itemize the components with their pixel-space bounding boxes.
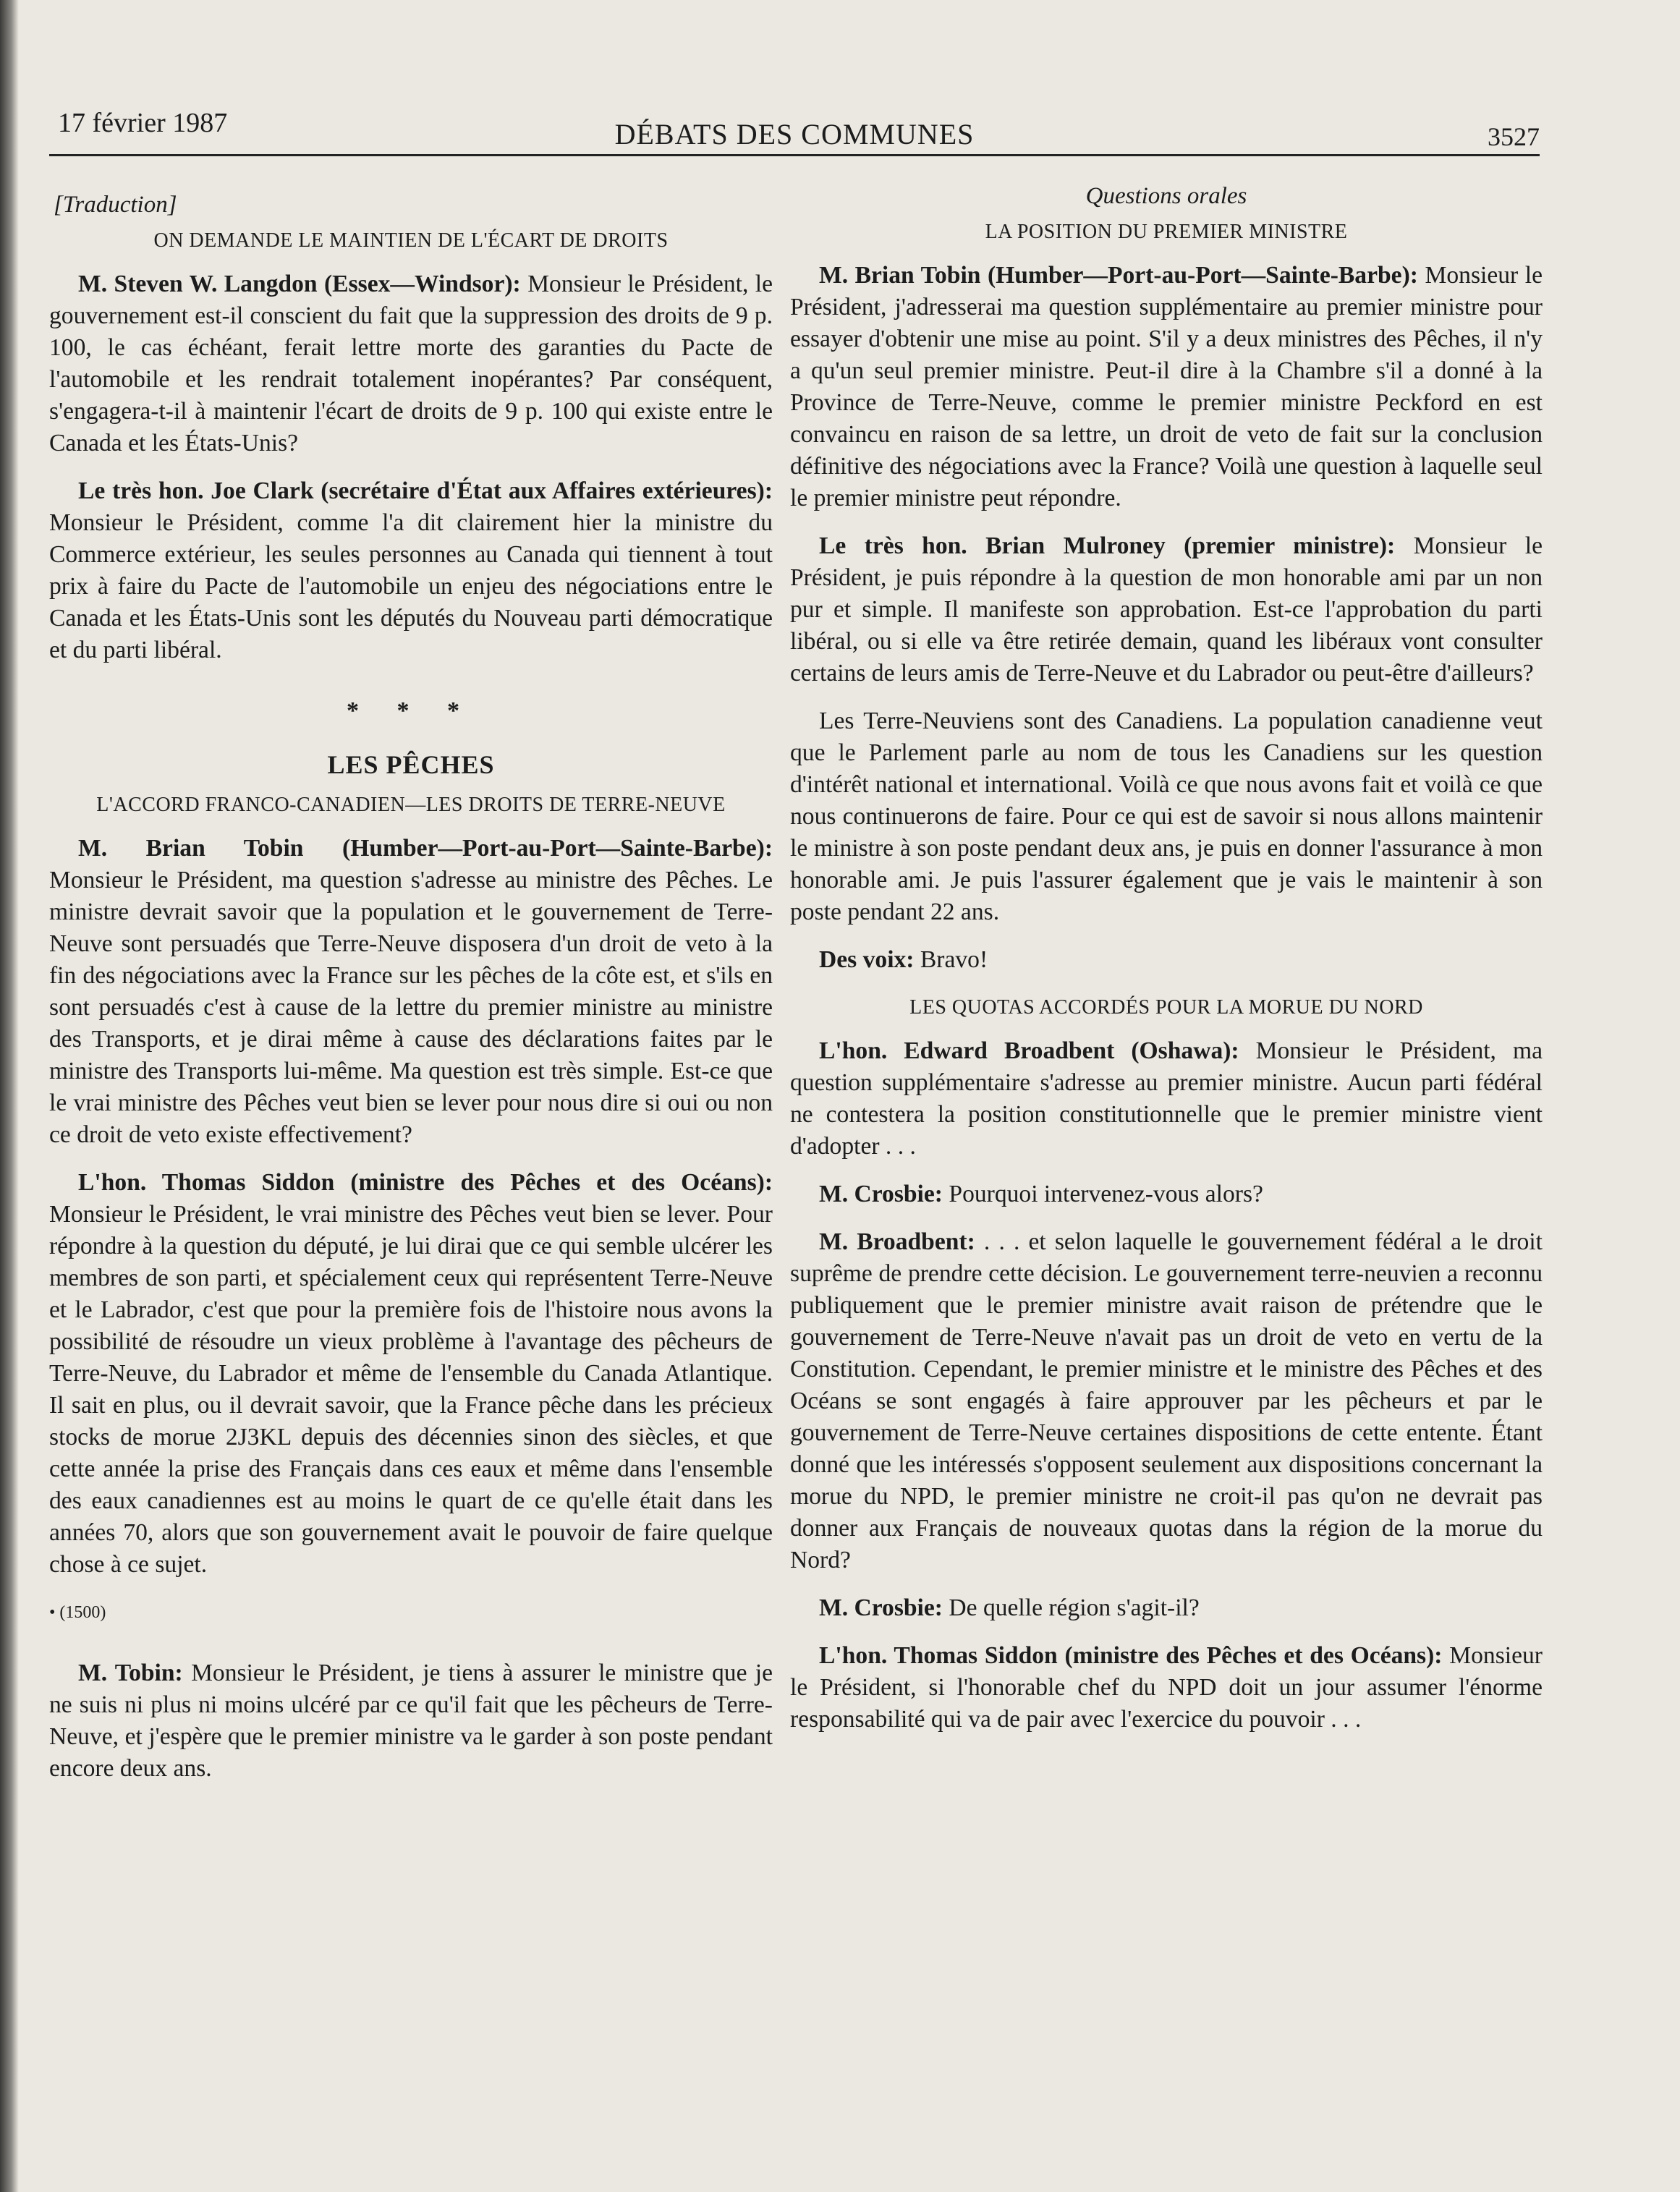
speaker: M. Crosbie:	[819, 1181, 943, 1207]
paragraph	[790, 530, 1543, 689]
paragraph	[49, 475, 773, 666]
speaker: M. Brian Tobin (Humber—Port-au-Port—Sainte-Barbe):	[78, 835, 773, 862]
header-title: DÉBATS DES COMMUNES	[614, 118, 975, 150]
oral-questions-heading: Questions orales	[1085, 183, 1247, 209]
speech-text: Monsieur le Président, le gouvernement est-il conscient du fait que la suppression des droits de 9 p. 100, le cas échéant, ferait lettre morte des garanties du Pacte de l'automobile et les rendrait totalement inopérantes? Par conséquent, s'engagera-t-il à maintenir l'écart de droits de 9 p. 100 qui existe entre le Canada et les États-Unis?	[49, 271, 773, 456]
speaker: M. Tobin:	[78, 1660, 183, 1686]
speech-text: Monsieur le Président, j'adresserai ma question supplémentaire au premier ministre pour essayer d'obtenir une mise au point. S'il y a deux ministres des Pêches, il n'y a qu'un seul premier ministre. Peut-il dire à la Chambre s'il a donné à la Province de Terre-Neuve, comme le premier ministre Peckford en est convaincu en raison de sa lettre, un droit de veto de fait sur la conclusion définitive des négociations avec la France? Voilà une question à laquelle seul le premier ministre peut répondre.	[790, 262, 1543, 511]
speaker: Le très hon. Joe Clark (secrétaire d'État aux Affaires extérieures):	[78, 477, 773, 504]
header-date: 17 février 1987	[58, 108, 228, 138]
paragraph	[790, 1640, 1543, 1736]
subheading-position: LA POSITION DU PREMIER MINISTRE	[985, 221, 1348, 243]
paragraph	[790, 1178, 1543, 1210]
paragraph	[49, 833, 773, 1151]
speech-text: Monsieur le Président, si l'honorable chef du NPD doit un jour assumer l'énorme responsabilité qui va de pair avec l'exercice du pouvoir . . .	[790, 1642, 1543, 1733]
speaker: L'hon. Thomas Siddon (ministre des Pêches et des Océans):	[78, 1169, 773, 1196]
section-title: LES PÊCHES	[327, 750, 495, 779]
translation-tag: [Traduction]	[54, 192, 177, 218]
paragraph	[790, 1592, 1543, 1624]
binding-gutter	[0, 0, 19, 2192]
speaker: M. Steven W. Langdon (Essex—Windsor):	[78, 271, 521, 297]
speaker: L'hon. Thomas Siddon (ministre des Pêches et des Océans):	[819, 1642, 1443, 1669]
speech-text: Monsieur le Président, je puis répondre à la question de mon honorable ami par un non pur et simple. Il manifeste son approbation. Est-ce l'approbation du parti libéral, ou si elle va être retirée demain, quand les libéraux vont consulter certains de leurs amis de Terre-Neuve et du Labrador ou peut-être d'ailleurs?	[790, 532, 1543, 687]
subheading-quotas: LES QUOTAS ACCORDÉS POUR LA MORUE DU NORD	[909, 996, 1423, 1019]
speech-text: Monsieur le Président, comme l'a dit clairement hier la ministre du Commerce extérieur, les seules personnes au Canada qui tiennent à tout prix à faire du Pacte de l'automobile un enjeu des négociations entre le Canada et les États-Unis sont les députés du Nouveau parti démocratique et du parti libéral.	[49, 509, 773, 663]
paragraph	[790, 1226, 1543, 1576]
paragraph	[49, 268, 773, 459]
header-rule	[49, 154, 1540, 156]
right-column	[790, 177, 1543, 1751]
speech-text: Monsieur le Président, ma question supplémentaire s'adresse au premier ministre. Aucun parti fédéral ne contestera la position constitutionnelle que le premier ministre vient d'adopter . . .	[790, 1037, 1543, 1160]
paragraph	[790, 705, 1543, 928]
speaker: L'hon. Edward Broadbent (Oshawa):	[819, 1037, 1239, 1064]
speaker: M. Crosbie:	[819, 1594, 943, 1621]
speech-text: . . . et selon laquelle le gouvernement fédéral a le droit suprême de prendre cette décision. Le gouvernement terre-neuvien a reconnu publiquement que le premier ministre avait raison de prétendre que le gouvernement de Terre-Neuve n'avait pas un droit de veto en vertu de la Constitution. Cependant, le premier ministre et le ministre des Pêches et des Océans se sont engagés à faire approuver par les pêcheurs et par le gouvernement de Terre-Neuve certaines dispositions de cette entente. Étant donné que les intéressés s'opposent seulement aux dispositions concernant la morue du NPD, le premier ministre ne croit-il pas qu'on ne devrait pas donner aux Français de nouveaux quotas dans la région de la morue du Nord?	[790, 1228, 1543, 1573]
section-separator: * * *	[347, 697, 475, 724]
speech-text: De quelle région s'agit-il?	[949, 1594, 1200, 1621]
paragraph	[49, 1167, 773, 1581]
subheading-ecart-droits: ON DEMANDE LE MAINTIEN DE L'ÉCART DE DROITS	[153, 229, 669, 252]
speaker: Le très hon. Brian Mulroney (premier ministre):	[819, 532, 1396, 559]
speech-text: Bravo!	[920, 946, 988, 973]
speech-text: Les Terre-Neuviens sont des Canadiens. La population canadienne veut que le Parlement parle au nom de tous les Canadiens sur les question d'intérêt national et international. Voilà ce que nous avons fait et voilà ce que nous continuerons de faire. Pour ce qui est de savoir si nous allons maintenir le ministre à son poste pendant deux ans, je puis en donner l'assurance à mon honorable ami. Je puis l'assurer également que je vais le maintenir à son poste pendant 22 ans.	[790, 708, 1543, 925]
speaker: M. Brian Tobin (Humber—Port-au-Port—Sainte-Barbe):	[819, 262, 1418, 289]
time-mark: • (1500)	[49, 1603, 106, 1622]
left-column	[49, 177, 773, 1801]
running-header	[49, 100, 1540, 156]
speech-text: Pourquoi intervenez-vous alors?	[949, 1181, 1263, 1207]
speech-text: Monsieur le Président, je tiens à assurer le ministre que je ne suis ni plus ni moins ulcéré par ce qu'il fait que les pêcheurs de Terre-Neuve, et j'espère que le premier ministre va le garder à son poste pendant encore deux ans.	[49, 1660, 773, 1782]
speech-text: Monsieur le Président, le vrai ministre des Pêches veut bien se lever. Pour répondre à la question du député, je lui dirai que ce qui semble ulcérer les membres de son parti, et spécialement ceux qui représentent Terre-Neuve et le Labrador, c'est que pour la première fois de l'histoire nous avons la possibilité de résoudre un vieux problème à l'avantage des pêcheurs de Terre-Neuve, du Labrador et même de l'ensemble du Canada Atlantique. Il sait en plus, ou il devrait savoir, que la France pêche dans les précieux stocks de morue 2J3KL depuis des décennies sinon des siècles, et que cette année la prise des Français dans ces eaux et même dans l'ensemble des eaux canadiennes est au moins le quart de ce qu'elle était dans les années 70, alors que son gouvernement avait le pouvoir de faire quelque chose à ce sujet.	[49, 1201, 773, 1578]
speaker: M. Broadbent:	[819, 1228, 975, 1255]
paragraph	[790, 260, 1543, 514]
subheading-accord: L'ACCORD FRANCO-CANADIEN—LES DROITS DE TERRE-NEUVE	[96, 794, 726, 816]
page-number: 3527	[1488, 122, 1540, 151]
paragraph	[790, 1035, 1543, 1163]
speaker: Des voix:	[819, 946, 915, 973]
paragraph	[49, 1657, 773, 1785]
paragraph	[790, 944, 1543, 976]
speech-text: Monsieur le Président, ma question s'adresse au ministre des Pêches. Le ministre devrait savoir que la population et le gouvernement de Terre-Neuve sont persuadés que Terre-Neuve disposera d'un droit de veto à la fin des négociations avec la France sur les pêches de la côte est, et s'ils en sont persuadés c'est à cause de la lettre du premier ministre au ministre des Transports, et je dirai même à cause des déclarations faites par le ministre des Transports lui-même. Ma question est très simple. Est-ce que le vrai ministre des Pêches veut bien se lever pour nous dire si oui ou non ce droit de veto existe effectivement?	[49, 867, 773, 1148]
